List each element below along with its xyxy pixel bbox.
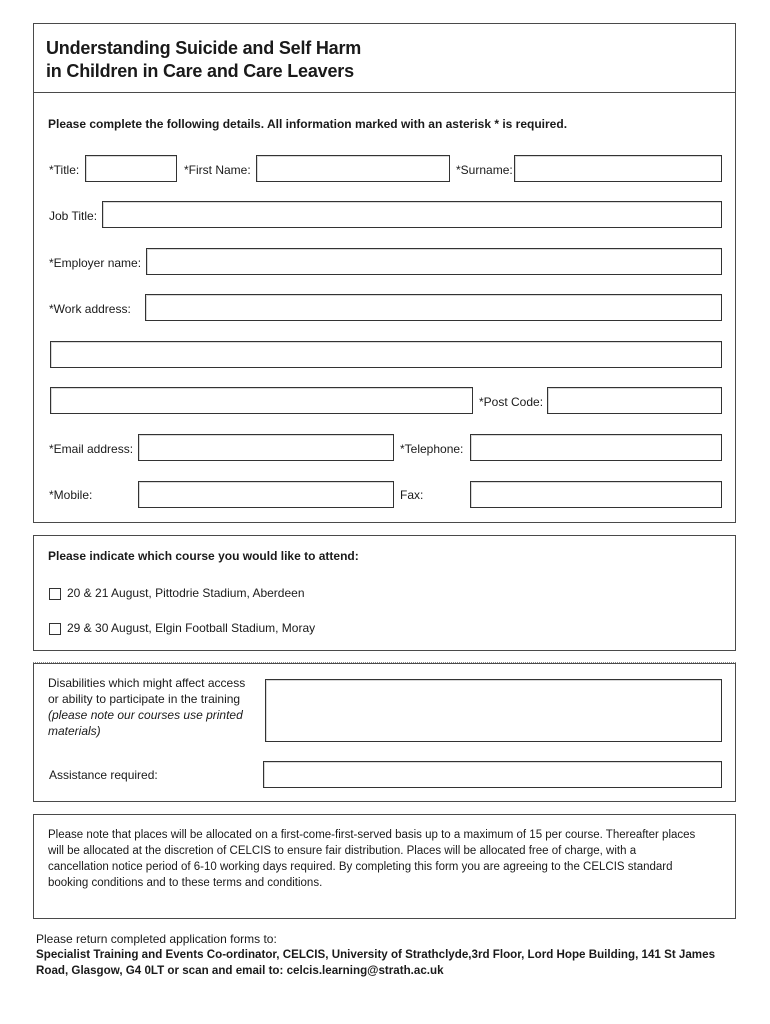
email-field[interactable] [138, 434, 394, 461]
course-section [33, 535, 736, 651]
job-title-field[interactable] [102, 201, 722, 228]
course-heading: Please indicate which course you would like to attend: [48, 549, 359, 563]
assistance-field[interactable] [263, 761, 722, 788]
work-address-field-2[interactable] [50, 341, 722, 368]
disabilities-label-line2: or ability to participate in the training [48, 692, 241, 706]
post-code-field[interactable] [547, 387, 722, 414]
disabilities-note-line2: materials) [48, 724, 101, 738]
mobile-field[interactable] [138, 481, 394, 508]
terms-line4: booking conditions and to these terms and conditions. [48, 877, 323, 889]
assistance-label: Assistance required: [49, 768, 158, 782]
course-option-2-checkbox[interactable] [49, 623, 61, 635]
terms-line1: Please note that places will be allocated on a first-come-first-served basis up to a maximum of 15 per course. Thereafter places [48, 829, 696, 841]
details-instruction: Please complete the following details. All information marked with an asterisk * is required. [48, 117, 568, 131]
footer-address-line1: Specialist Training and Events Co-ordinator, CELCIS, University of Strathclyde,3rd Floor, Lord Hope Building, 141 St James [36, 948, 716, 961]
first-name-field[interactable] [256, 155, 450, 182]
fax-field[interactable] [470, 481, 722, 508]
job-title-label: Job Title: [49, 209, 98, 223]
footer-address-line2: Road, Glasgow, G4 0LT or scan and email to: celcis.learning@strath.ac.uk [36, 964, 444, 977]
terms-section [33, 814, 736, 919]
post-code-label: *Post Code: [479, 395, 544, 409]
footer-intro: Please return completed application forms to: [36, 932, 277, 946]
telephone-field[interactable] [470, 434, 722, 461]
work-address-field-1[interactable] [145, 294, 722, 321]
access-section [33, 663, 736, 802]
email-label: *Email address: [49, 442, 134, 456]
title-box [33, 23, 736, 93]
telephone-label: *Telephone: [400, 442, 464, 456]
work-address-label: *Work address: [49, 302, 131, 316]
page-title-line2: in Children in Care and Care Leavers [46, 61, 354, 81]
terms-line3: cancellation notice period of 6-10 working days required. By completing this form you are agreeing to the CELCIS standard [48, 861, 673, 873]
details-section [33, 93, 736, 523]
title-label: *Title: [49, 163, 80, 177]
employer-field[interactable] [146, 248, 722, 275]
work-address-field-3[interactable] [50, 387, 473, 414]
surname-field[interactable] [514, 155, 722, 182]
disabilities-note-line1: (please note our courses use printed [48, 708, 243, 722]
course-option-2-label: 29 & 30 August, Elgin Football Stadium, Moray [67, 621, 316, 635]
title-field[interactable] [85, 155, 177, 182]
disabilities-textarea[interactable] [265, 679, 722, 742]
fax-label: Fax: [400, 488, 424, 502]
page-title-line1: Understanding Suicide and Self Harm [46, 38, 362, 58]
course-option-1-checkbox[interactable] [49, 588, 61, 600]
terms-line2: will be allocated at the discretion of CELCIS to ensure fair distribution. Places will be allocated free of charge, with a [48, 845, 637, 857]
mobile-label: *Mobile: [49, 488, 93, 502]
employer-label: *Employer name: [49, 256, 142, 270]
course-option-1-label: 20 & 21 August, Pittodrie Stadium, Aberdeen [67, 586, 305, 600]
first-name-label: *First Name: [184, 163, 251, 177]
disabilities-label-line1: Disabilities which might affect access [48, 676, 246, 690]
surname-label: *Surname: [456, 163, 513, 177]
